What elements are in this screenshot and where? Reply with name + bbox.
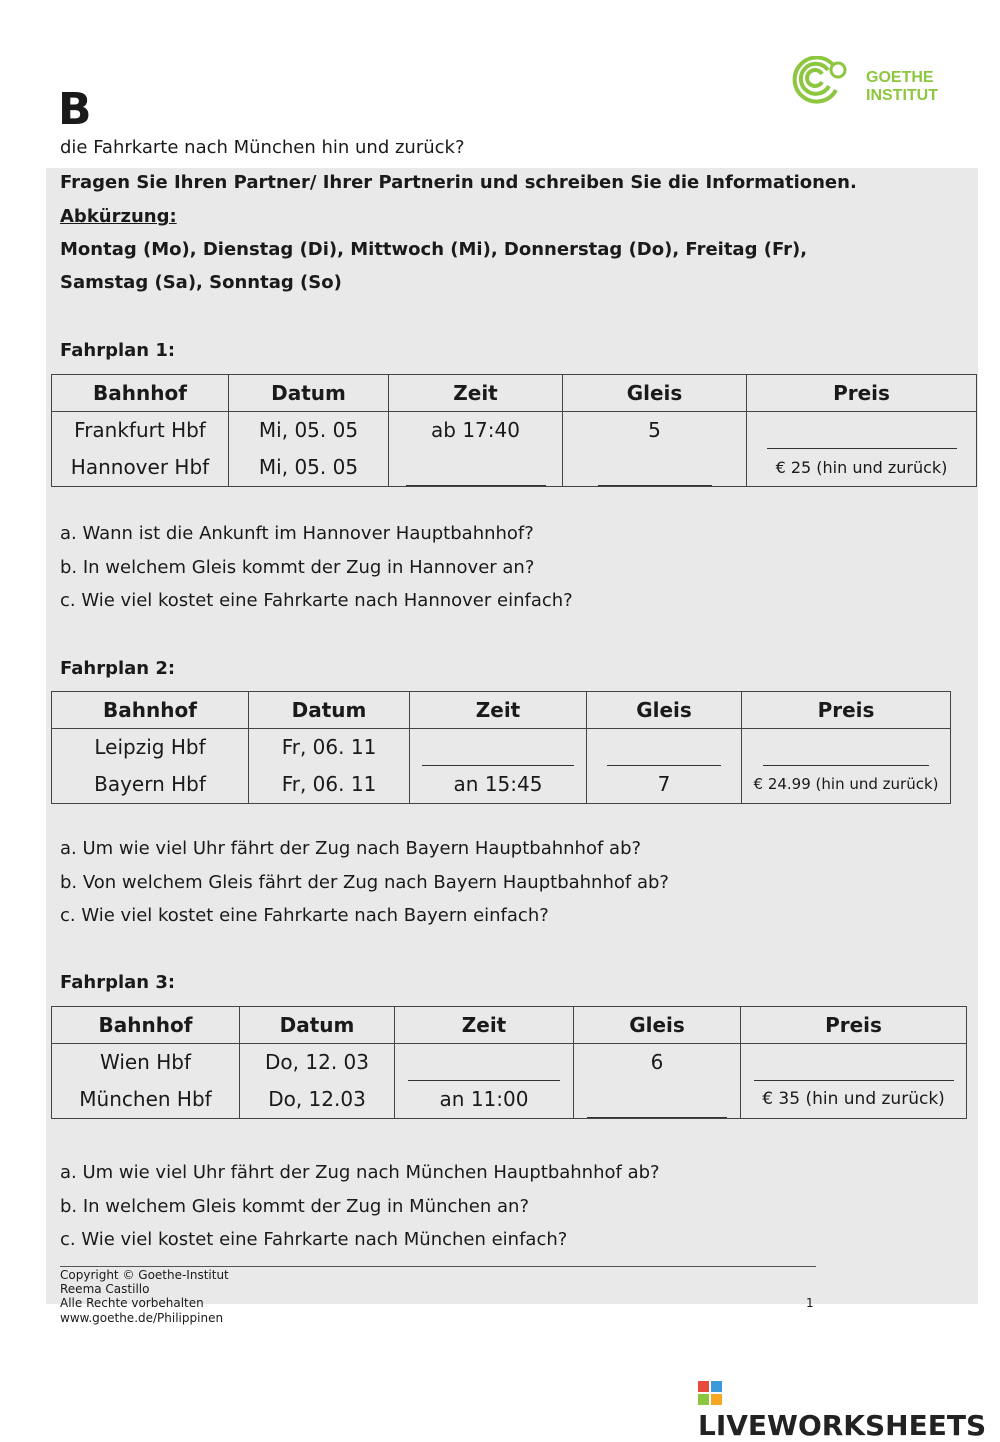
column-header: Datum <box>229 375 389 412</box>
svg-text:GOETHE: GOETHE <box>866 69 934 86</box>
time-answer-blank[interactable] <box>406 465 546 486</box>
time-cell <box>410 729 587 804</box>
column-header: Bahnhof <box>52 692 249 729</box>
platform-departure: 5 <box>648 418 661 442</box>
price-return: € 35 (hin und zurück) <box>762 1089 945 1109</box>
station-departure: Wien Hbf <box>99 1050 191 1074</box>
station-cell <box>52 1044 240 1119</box>
time-cell <box>389 412 563 487</box>
page-number: 1 <box>806 1296 814 1310</box>
question-b: b. In welchem Gleis kommt der Zug in München an? <box>60 1196 529 1217</box>
date-departure: Do, 12. 03 <box>265 1050 369 1074</box>
column-header: Preis <box>747 375 977 412</box>
column-header: Preis <box>741 1007 967 1044</box>
date-departure: Mi, 05. 05 <box>258 418 359 442</box>
date-arrival: Mi, 05. 05 <box>258 455 359 479</box>
schedule-1-title: Fahrplan 1: <box>60 340 176 361</box>
price-cell <box>741 1044 967 1119</box>
time-answer-blank[interactable] <box>422 745 574 766</box>
platform-answer-blank[interactable] <box>598 465 712 486</box>
time-answer-blank[interactable] <box>408 1060 560 1081</box>
liveworksheets-logo-icon <box>698 1379 722 1403</box>
date-cell <box>240 1044 395 1119</box>
price-answer-blank[interactable] <box>754 1060 954 1081</box>
station-cell <box>52 729 249 804</box>
schedule-3-title: Fahrplan 3: <box>60 972 176 993</box>
date-departure: Fr, 06. 11 <box>281 735 377 759</box>
goethe-logo <box>792 56 952 104</box>
column-header: Bahnhof <box>52 1007 240 1044</box>
days-line-2: Samstag (Sa), Sonntag (So) <box>60 272 342 293</box>
schedule-3-table <box>51 1006 967 1119</box>
footer-website: www.goethe.de/Philippinen <box>60 1311 224 1325</box>
column-header: Gleis <box>563 375 747 412</box>
svg-text:INSTITUT: INSTITUT <box>866 87 938 104</box>
price-answer-blank[interactable] <box>767 428 957 449</box>
question-c: c. Wie viel kostet eine Fahrkarte nach Hannover einfach? <box>60 590 573 611</box>
question-c: c. Wie viel kostet eine Fahrkarte nach München einfach? <box>60 1229 568 1250</box>
station-arrival: Bayern Hbf <box>94 772 206 796</box>
liveworksheets-watermark <box>698 1376 1000 1442</box>
question-c: c. Wie viel kostet eine Fahrkarte nach Bayern einfach? <box>60 905 549 926</box>
price-answer-blank[interactable] <box>763 745 929 766</box>
footer-divider <box>60 1266 816 1267</box>
question-a: a. Wann ist die Ankunft im Hannover Hauptbahnhof? <box>60 523 534 544</box>
task-instruction: Fragen Sie Ihren Partner/ Ihrer Partnerin und schreiben Sie die Informationen. <box>60 172 857 193</box>
price-cell <box>742 729 951 804</box>
column-header: Datum <box>249 692 410 729</box>
platform-answer-blank[interactable] <box>607 745 721 766</box>
column-header: Zeit <box>410 692 587 729</box>
platform-cell <box>574 1044 741 1119</box>
station-cell <box>52 412 229 487</box>
column-header: Zeit <box>395 1007 574 1044</box>
abbreviation-label: Abkürzung: <box>60 206 177 227</box>
question-b: b. Von welchem Gleis fährt der Zug nach Bayern Hauptbahnhof ab? <box>60 872 669 893</box>
platform-cell <box>563 412 747 487</box>
date-arrival: Do, 12.03 <box>268 1087 366 1111</box>
time-arrival: an 15:45 <box>453 772 543 796</box>
column-header: Zeit <box>389 375 563 412</box>
footer-rights: Alle Rechte vorbehalten <box>60 1296 204 1310</box>
footer-author: Reema Castillo <box>60 1282 150 1296</box>
price-return: € 25 (hin und zurück) <box>775 458 948 477</box>
question-a: a. Um wie viel Uhr fährt der Zug nach München Hauptbahnhof ab? <box>60 1162 660 1183</box>
platform-arrival: 7 <box>657 772 671 796</box>
liveworksheets-brand: LIVEWORKSHEETS <box>698 1409 987 1442</box>
date-cell <box>249 729 410 804</box>
schedule-2-title: Fahrplan 2: <box>60 658 176 679</box>
subtitle: die Fahrkarte nach München hin und zurück? <box>60 137 465 158</box>
section-letter: B <box>58 84 92 135</box>
column-header: Datum <box>240 1007 395 1044</box>
station-departure: Frankfurt Hbf <box>74 418 206 442</box>
date-arrival: Fr, 06. 11 <box>281 772 377 796</box>
days-line-1: Montag (Mo), Dienstag (Di), Mittwoch (Mi), Donnerstag (Do), Freitag (Fr), <box>60 239 808 260</box>
column-header: Preis <box>742 692 951 729</box>
platform-answer-blank[interactable] <box>587 1097 727 1118</box>
time-arrival: an 11:00 <box>439 1087 529 1111</box>
column-header: Gleis <box>574 1007 741 1044</box>
schedule-1-table <box>51 374 977 487</box>
time-departure: ab 17:40 <box>431 418 520 442</box>
column-header: Gleis <box>587 692 742 729</box>
station-arrival: Hannover Hbf <box>70 455 210 479</box>
price-cell <box>747 412 977 487</box>
platform-cell <box>587 729 742 804</box>
column-header: Bahnhof <box>52 375 229 412</box>
station-departure: Leipzig Hbf <box>94 735 206 759</box>
time-cell <box>395 1044 574 1119</box>
footer-copyright: Copyright © Goethe-Institut <box>60 1268 229 1282</box>
schedule-2-table <box>51 691 951 804</box>
platform-departure: 6 <box>650 1050 664 1074</box>
date-cell <box>229 412 389 487</box>
question-a: a. Um wie viel Uhr fährt der Zug nach Bayern Hauptbahnhof ab? <box>60 838 642 859</box>
question-b: b. In welchem Gleis kommt der Zug in Hannover an? <box>60 557 535 578</box>
station-arrival: München Hbf <box>79 1087 212 1111</box>
price-return: € 24.99 (hin und zurück) <box>753 775 939 793</box>
